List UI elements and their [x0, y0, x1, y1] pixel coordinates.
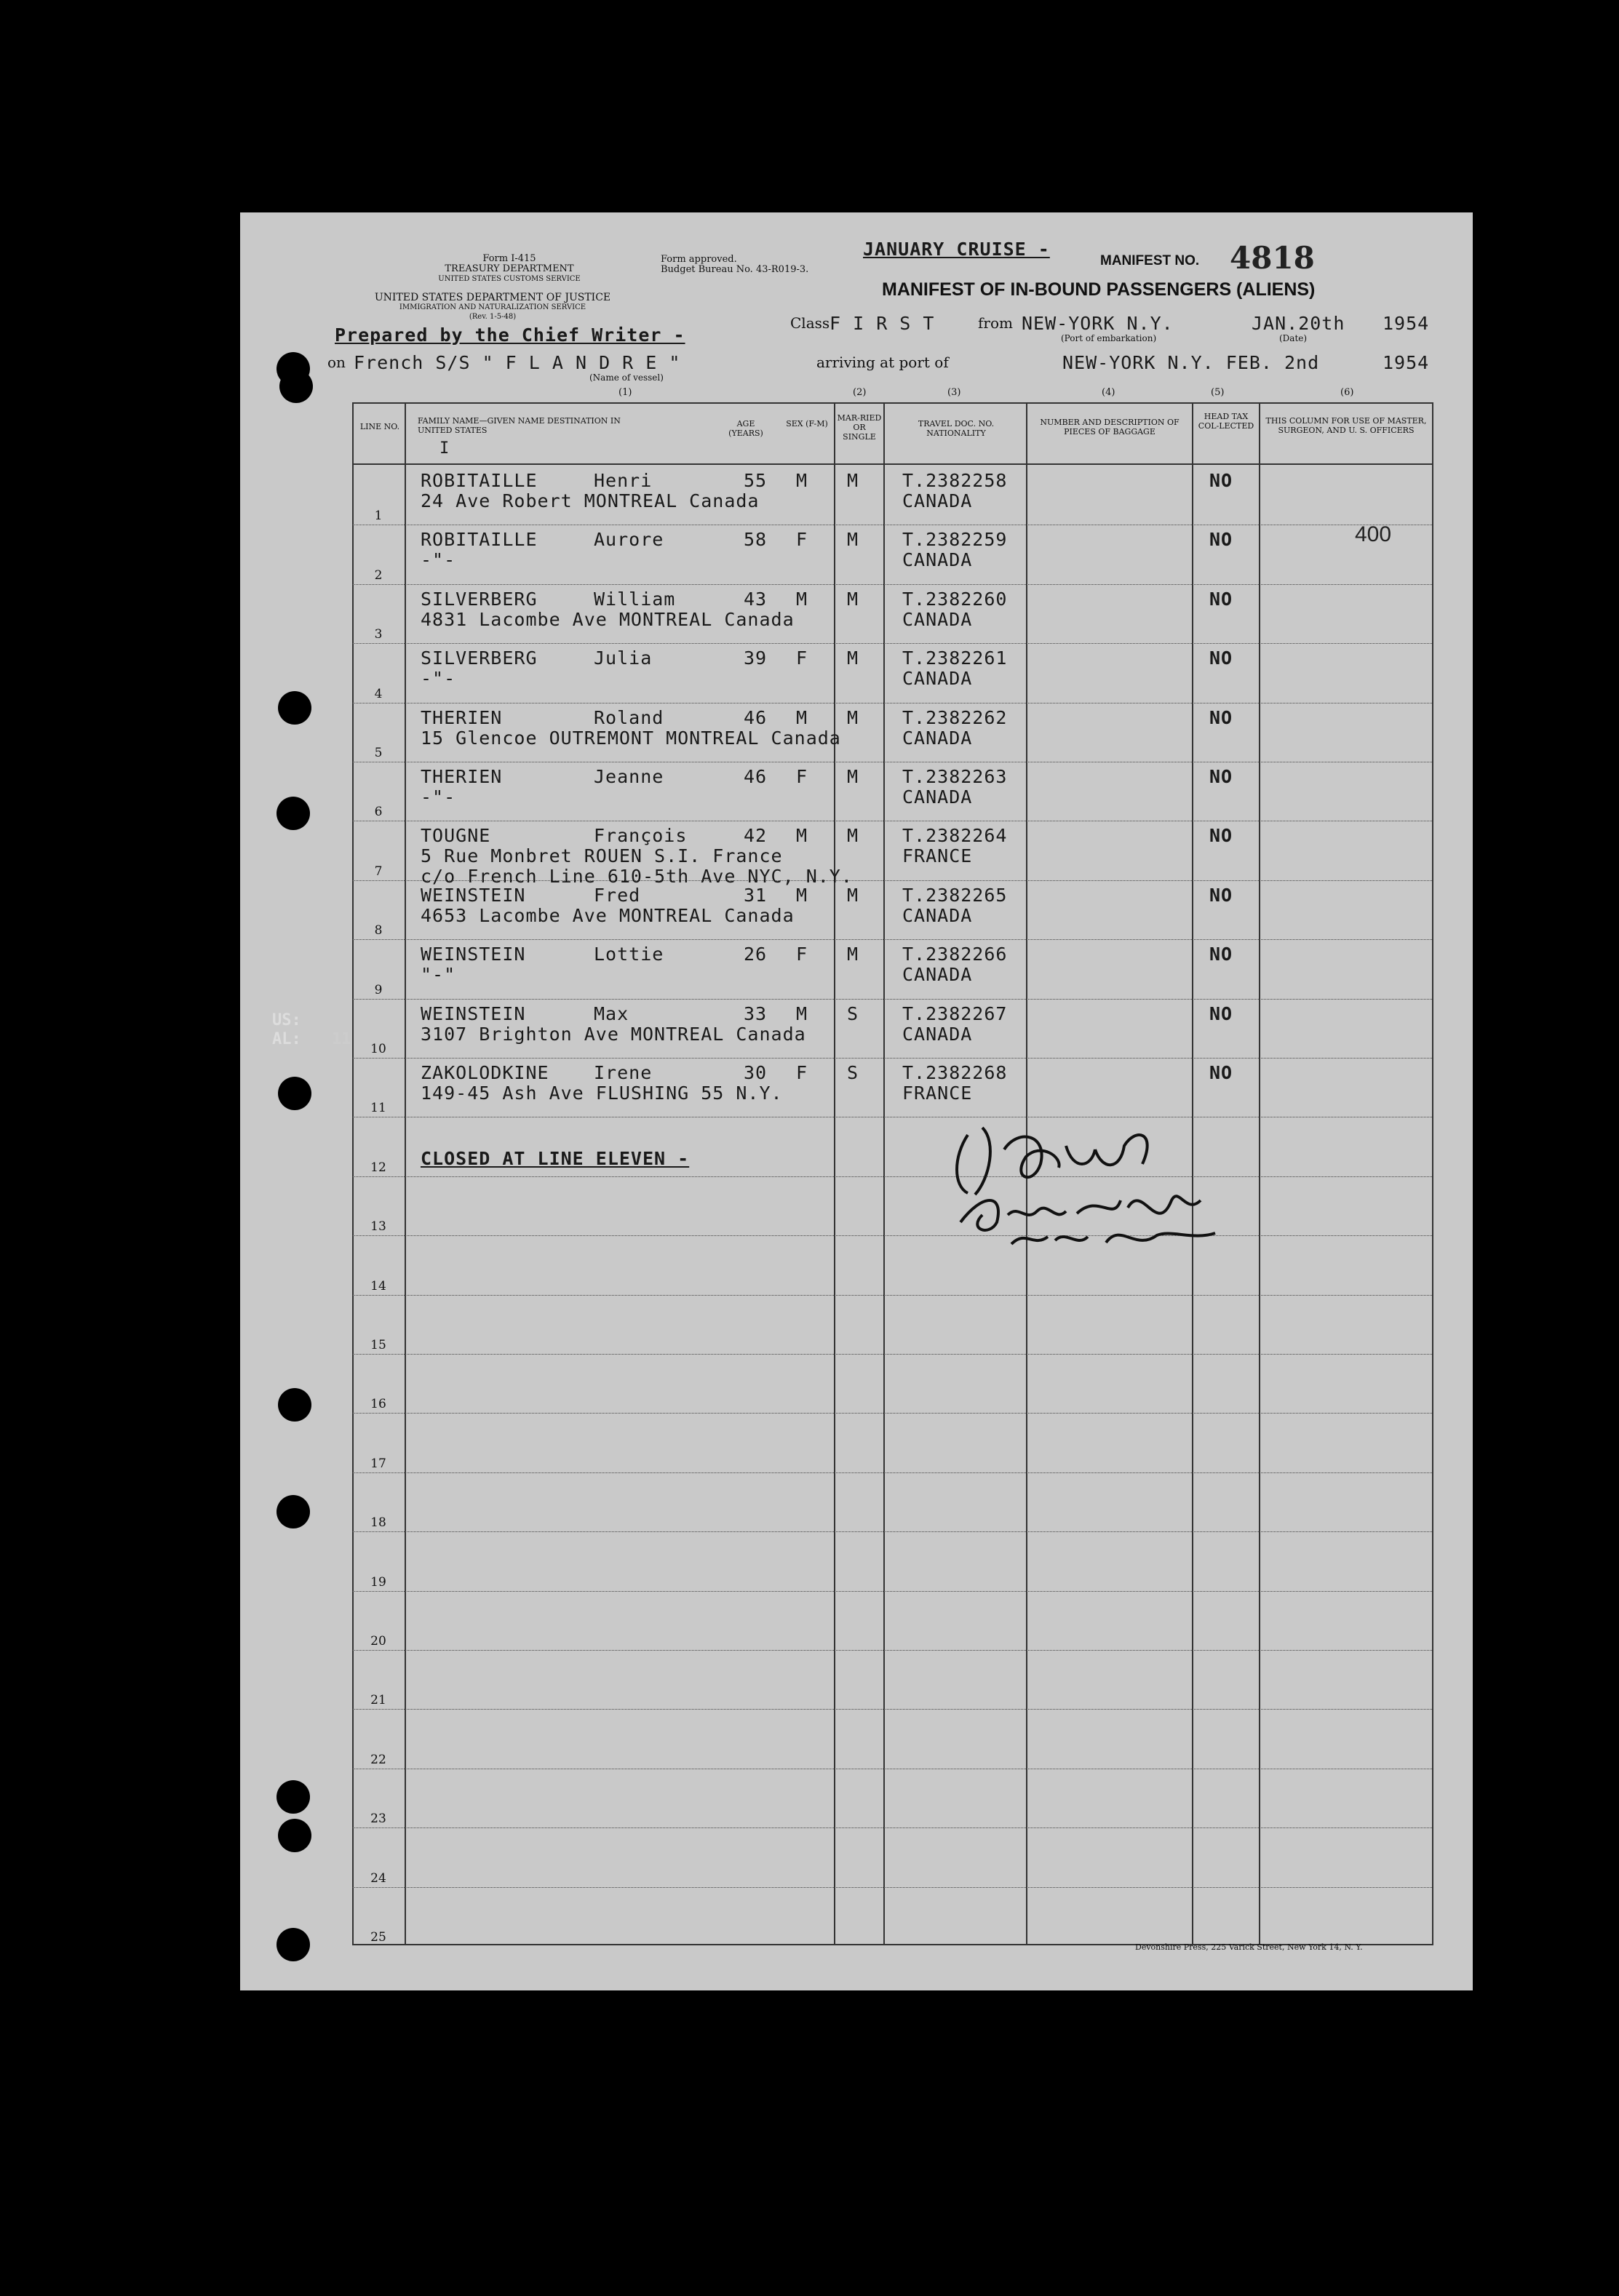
passenger-family: WEINSTEIN [421, 884, 526, 906]
justice-block [358, 293, 627, 322]
passenger-given: Henri [594, 470, 653, 491]
manifest-title: MANIFEST OF IN-BOUND PASSENGERS (ALIENS) [882, 279, 1316, 300]
row-rule [352, 1709, 1432, 1710]
passenger-given: Jeanne [594, 766, 664, 787]
line-number: 17 [370, 1456, 386, 1471]
passenger-dest: "-" [421, 964, 456, 986]
passenger-doc: T.2382265 [902, 884, 1008, 906]
punch-hole [278, 1819, 311, 1852]
column-rule [405, 402, 406, 1944]
passenger-dest: 15 Glencoe OUTREMONT MONTREAL Canada [421, 727, 841, 749]
passenger-sex: M [796, 470, 808, 491]
passenger-given: Irene [594, 1062, 653, 1083]
passenger-ms: M [847, 706, 859, 728]
passenger-dest2: c/o French Line 610-5th Ave NYC, N.Y. [421, 866, 853, 888]
row-rule [352, 1413, 1432, 1414]
treasury-label: TREASURY DEPARTMENT [445, 263, 574, 274]
passenger-sex: F [796, 529, 808, 551]
passenger-tax: NO [1209, 706, 1233, 728]
passenger-tax: NO [1209, 529, 1233, 551]
punch-hole [277, 1495, 310, 1528]
passenger-tax: NO [1209, 825, 1233, 847]
line-number: 13 [370, 1219, 386, 1235]
row-rule [352, 1058, 1432, 1059]
ship-line-mark: I [439, 439, 450, 458]
header-baggage: NUMBER AND DESCRIPTION OF PIECES OF BAGGAGE [1040, 418, 1180, 437]
col-num-6: (6) [1340, 387, 1354, 398]
passenger-tax: NO [1209, 766, 1233, 787]
passenger-ms: M [847, 647, 859, 669]
row-rule [352, 1295, 1432, 1296]
passenger-family: SILVERBERG [421, 588, 538, 610]
passenger-nat: CANADA [902, 904, 973, 926]
passenger-sex: M [796, 825, 808, 847]
row-rule [352, 1472, 1432, 1473]
passenger-sex: M [796, 588, 808, 610]
passenger-tax: NO [1209, 944, 1233, 965]
punch-hole [278, 1388, 311, 1422]
class-value: F I R S T [830, 313, 935, 334]
passenger-dest: -"- [421, 786, 456, 808]
passenger-ms: S [847, 1002, 859, 1024]
passenger-ms: M [847, 884, 859, 906]
line-number: 22 [370, 1752, 386, 1767]
row-rule [352, 584, 1432, 585]
passenger-doc: T.2382258 [902, 470, 1008, 491]
punch-hole [279, 370, 313, 403]
line-number: 19 [370, 1574, 386, 1590]
line-number: 6 [374, 805, 383, 820]
passenger-family: WEINSTEIN [421, 944, 526, 965]
passenger-nat: CANADA [902, 727, 973, 749]
vessel-caption: (Name of vessel) [589, 372, 664, 383]
prepared-by: Prepared by the Chief Writer - [335, 324, 685, 346]
on-label: on [327, 354, 346, 371]
passenger-dest: -"- [421, 668, 456, 690]
row-rule [352, 999, 1432, 1000]
manifest-table [352, 402, 1433, 1945]
passenger-tax: NO [1209, 1062, 1233, 1083]
passenger-family: WEINSTEIN [421, 1002, 526, 1024]
column-rule [834, 402, 835, 1944]
col-num-5: (5) [1211, 387, 1225, 398]
passenger-family: ROBITAILLE [421, 470, 538, 491]
passenger-ms: M [847, 529, 859, 551]
row-rule [352, 1591, 1432, 1592]
line-number: 3 [374, 627, 383, 642]
passenger-tax: NO [1209, 884, 1233, 906]
form-approved: Form approved. [661, 254, 737, 265]
line-number: 24 [370, 1870, 386, 1886]
passenger-nat: CANADA [902, 608, 973, 630]
line-number: 5 [374, 746, 383, 760]
row-rule [352, 1827, 1432, 1828]
rev-label: (Rev. 1-5-48) [469, 313, 517, 321]
passenger-dest: 149-45 Ash Ave FLUSHING 55 N.Y. [421, 1083, 783, 1104]
punch-hole [277, 1928, 310, 1961]
stamp-number: 400 [1355, 522, 1392, 546]
passenger-sex: F [796, 944, 808, 965]
passenger-given: Fred [594, 884, 641, 906]
passenger-doc: T.2382259 [902, 529, 1008, 551]
date-caption: (Date) [1279, 333, 1308, 343]
justice-label: UNITED STATES DEPARTMENT OF JUSTICE [374, 292, 611, 303]
margin-al-value: 11 [332, 1030, 351, 1048]
embark-year: 1954 [1383, 313, 1430, 334]
line-number: 15 [370, 1338, 386, 1352]
passenger-doc: T.2382264 [902, 825, 1008, 847]
passenger-age: 39 [744, 647, 768, 669]
header-officers: THIS COLUMN FOR USE OF MASTER, SURGEON, AND U. S. OFFICERS [1265, 416, 1427, 435]
passenger-age: 30 [744, 1062, 768, 1083]
passenger-family: TOUGNE [421, 825, 491, 847]
passenger-age: 46 [744, 706, 768, 728]
passenger-dest: 5 Rue Monbret ROUEN S.I. France [421, 845, 783, 867]
passenger-nat: CANADA [902, 964, 973, 986]
line-number: 1 [374, 509, 383, 524]
passenger-doc: T.2382267 [902, 1002, 1008, 1024]
passenger-ms: M [847, 825, 859, 847]
passenger-family: THERIEN [421, 766, 503, 787]
passenger-doc: T.2382268 [902, 1062, 1008, 1083]
arrival-port: NEW-YORK N.Y. FEB. 2nd [1062, 352, 1320, 373]
form-id-block [437, 254, 582, 284]
line-number: 11 [370, 1101, 386, 1116]
passenger-sex: M [796, 1002, 808, 1024]
margin-us: US: [272, 1011, 301, 1029]
printer-credit: Devonshire Press, 225 Varick Street, New York 14, N. Y. [1135, 1942, 1363, 1952]
header-age: AGE (YEARS) [728, 419, 763, 438]
line-number: 12 [370, 1160, 386, 1175]
column-rule [1259, 402, 1260, 1944]
passenger-nat: CANADA [902, 549, 973, 571]
passenger-age: 31 [744, 884, 768, 906]
row-rule [352, 1354, 1432, 1355]
passenger-given: Lottie [594, 944, 664, 965]
col-num-4: (4) [1102, 387, 1115, 398]
passenger-doc: T.2382266 [902, 944, 1008, 965]
passenger-age: 58 [744, 529, 768, 551]
passenger-sex: F [796, 766, 808, 787]
line-number: 16 [370, 1397, 386, 1412]
passenger-family: SILVERBERG [421, 647, 538, 669]
punch-hole [277, 1780, 310, 1814]
row-rule [352, 1531, 1432, 1532]
passenger-given: Aurore [594, 529, 664, 551]
line-number: 21 [370, 1693, 386, 1708]
header-married: MAR-RIED OR SINGLE [837, 413, 882, 442]
header-travel-doc: TRAVEL DOC. NO. NATIONALITY [918, 419, 995, 438]
margin-al: AL: [272, 1030, 301, 1048]
passenger-sex: M [796, 706, 808, 728]
passenger-doc: T.2382262 [902, 706, 1008, 728]
line-number: 25 [370, 1930, 386, 1945]
row-rule [352, 643, 1432, 644]
passenger-tax: NO [1209, 470, 1233, 491]
line-number: 20 [370, 1634, 386, 1649]
passenger-nat: CANADA [902, 668, 973, 690]
budget-bureau: Budget Bureau No. 43-R019-3. [661, 264, 809, 275]
line-number: 8 [374, 923, 383, 938]
passenger-given: William [594, 588, 676, 610]
passenger-age: 26 [744, 944, 768, 965]
column-rule [883, 402, 885, 1944]
port-embarkation-caption: (Port of embarkation) [1061, 333, 1157, 343]
line-number: 23 [370, 1811, 386, 1827]
passenger-dest: -"- [421, 549, 456, 571]
passenger-age: 33 [744, 1002, 768, 1024]
from-label: from [978, 314, 1013, 332]
row-rule [352, 1887, 1432, 1888]
header-line-no: LINE NO. [359, 422, 400, 431]
embark-port: NEW-YORK N.Y. [1022, 313, 1174, 334]
line-number: 2 [374, 567, 383, 583]
passenger-nat: FRANCE [902, 845, 973, 867]
passenger-ms: M [847, 944, 859, 965]
col-num-3: (3) [947, 387, 961, 398]
punch-hole [278, 1077, 311, 1110]
header-head-tax: HEAD TAX COL-LECTED [1198, 412, 1254, 431]
manifest-no-label: MANIFEST NO. [1100, 253, 1200, 268]
passenger-nat: CANADA [902, 786, 973, 808]
customs-label: UNITED STATES CUSTOMS SERVICE [438, 275, 581, 283]
passenger-ms: M [847, 766, 859, 787]
passenger-dest: 4831 Lacombe Ave MONTREAL Canada [421, 608, 795, 630]
passenger-family: THERIEN [421, 706, 503, 728]
passenger-age: 46 [744, 766, 768, 787]
passenger-tax: NO [1209, 1002, 1233, 1024]
approval-block [661, 255, 808, 275]
passenger-dest: 24 Ave Robert MONTREAL Canada [421, 490, 760, 511]
passenger-age: 55 [744, 470, 768, 491]
passenger-sex: F [796, 1062, 808, 1083]
row-rule [352, 1235, 1432, 1236]
col-num-2: (2) [853, 387, 867, 398]
line-number: 9 [374, 982, 383, 997]
passenger-doc: T.2382260 [902, 588, 1008, 610]
passenger-family: ROBITAILLE [421, 529, 538, 551]
passenger-age: 42 [744, 825, 768, 847]
passenger-doc: T.2382263 [902, 766, 1008, 787]
cruise-heading: JANUARY CRUISE - [863, 239, 1050, 260]
row-rule [352, 939, 1432, 940]
passenger-dest: 4653 Lacombe Ave MONTREAL Canada [421, 904, 795, 926]
col-num-1: (1) [618, 387, 632, 398]
manifest-number: 4818 [1230, 240, 1315, 276]
passenger-given: Max [594, 1002, 629, 1024]
vessel-name: French S/S " F L A N D R E " [354, 352, 681, 373]
passenger-doc: T.2382261 [902, 647, 1008, 669]
passenger-nat: FRANCE [902, 1083, 973, 1104]
passenger-family: ZAKOLODKINE [421, 1062, 549, 1083]
passenger-given: François [594, 825, 688, 847]
form-number: Form I-415 [482, 253, 536, 264]
passenger-nat: CANADA [902, 1023, 973, 1045]
punch-hole [277, 797, 310, 830]
line-number: 7 [374, 864, 383, 879]
arrival-year: 1954 [1383, 352, 1430, 373]
line-number: 4 [374, 686, 383, 701]
header-rule [352, 463, 1432, 465]
row-rule [352, 1650, 1432, 1651]
passenger-nat: CANADA [902, 490, 973, 511]
passenger-age: 43 [744, 588, 768, 610]
passenger-tax: NO [1209, 588, 1233, 610]
passenger-sex: M [796, 884, 808, 906]
ins-label: IMMIGRATION AND NATURALIZATION SERVICE [399, 303, 586, 311]
passenger-dest: 3107 Brighton Ave MONTREAL Canada [421, 1023, 806, 1045]
inspector-signature [939, 1113, 1244, 1251]
arriving-label: arriving at port of [816, 354, 949, 371]
embark-date: JAN.20th [1252, 313, 1345, 334]
passenger-ms: M [847, 588, 859, 610]
line-number: 14 [370, 1278, 386, 1294]
class-label: Class [790, 314, 830, 332]
line-number: 18 [370, 1515, 386, 1531]
passenger-given: Julia [594, 647, 653, 669]
passenger-given: Roland [594, 706, 664, 728]
closed-note: CLOSED AT LINE ELEVEN - [421, 1148, 690, 1169]
header-sex: SEX (F-M) [786, 419, 828, 428]
punch-hole [278, 691, 311, 725]
passenger-ms: S [847, 1062, 859, 1083]
passenger-sex: F [796, 647, 808, 669]
passenger-tax: NO [1209, 647, 1233, 669]
header-name: FAMILY NAME—GIVEN NAME DESTINATION IN UNITED STATES [418, 416, 621, 435]
row-rule [352, 1176, 1432, 1177]
line-number: 10 [370, 1042, 386, 1056]
passenger-ms: M [847, 470, 859, 491]
